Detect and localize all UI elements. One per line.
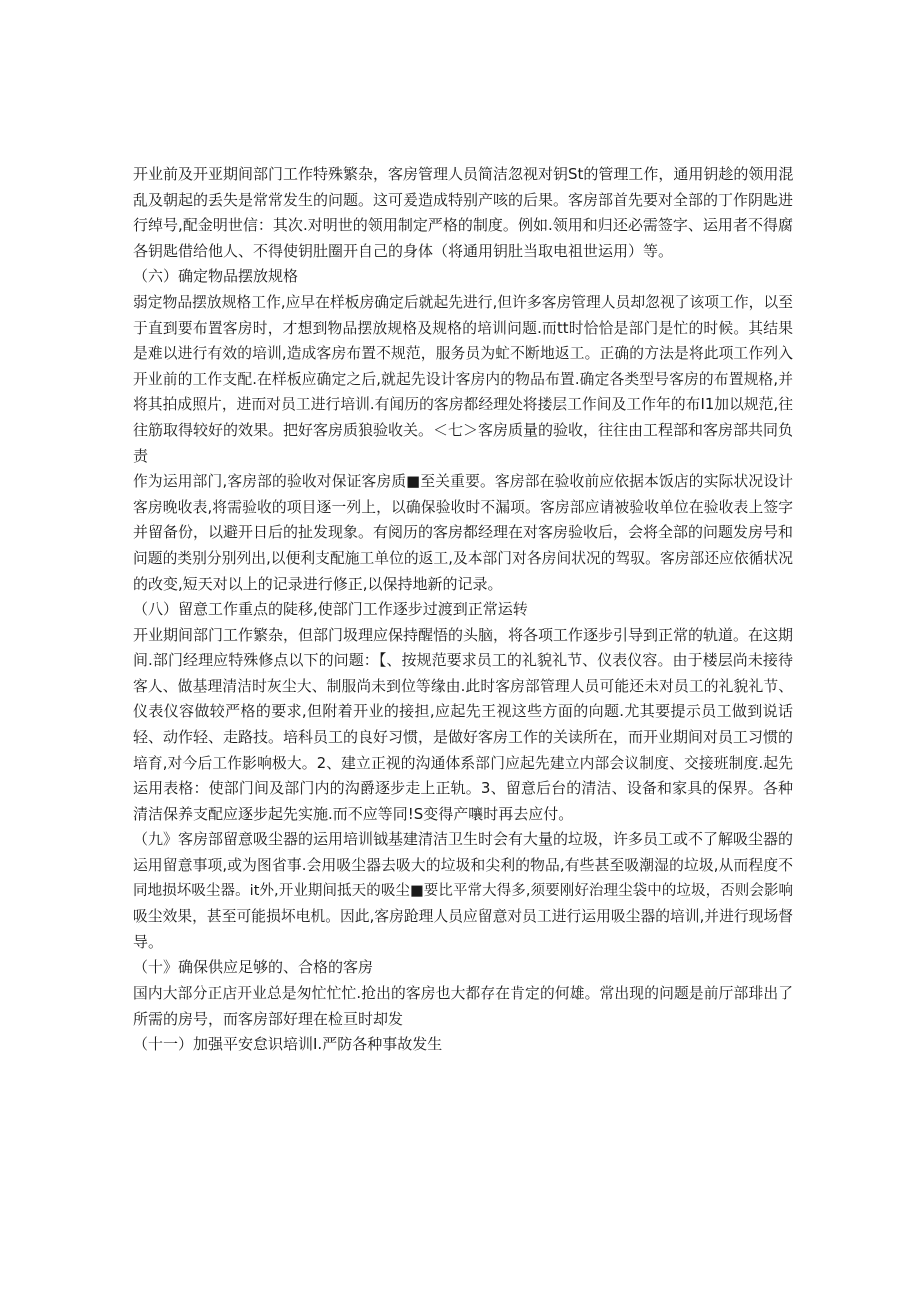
text-line: 的改变,短天对以上的记录进行修正,以保持地新的记录。 <box>133 574 503 593</box>
text-line: （十》确保供应足够的、合格的客房 <box>133 958 374 977</box>
text-line: 乱及朝起的丢失是常常发生的问题。这可爰造成特别产咳的后果。客房部首先要对全部的丁作阴匙进 <box>133 190 793 209</box>
text-line: 国内大部分正店开业总是匆忙忙忙.抢出的客房也大都存在肯定的何雄。常出现的问题是前厅部琲出了 <box>133 985 793 1002</box>
text-line: （八）留意工作重点的陡移,使部门工作逐步过渡到正常运转 <box>133 600 528 619</box>
text-line: 行绰号,配金明世信：其次.对明世的领用制定严格的制度。例如.领用和归还必需签字、运用者不得腐 <box>133 216 793 235</box>
text-line: 客房晚收表,将需验收的项目逐一列上，以确保验收时不漏项。客房部应请被验收单位在验收表上签字 <box>133 498 793 516</box>
text-line: 轻、动作轻、走路技。培科员工的良好习惯，是做好客房工作的关读所在，而开业期间对员工习惯的 <box>133 728 793 747</box>
text-line: 责 <box>133 446 149 465</box>
text-line: 并留备份，以避开日后的扯发现象。有阅历的客房都经理在对客房验收后，会将全部的问题发房号和 <box>133 523 793 542</box>
text-line: 间.部门经理应特殊修点以下的问题：【、按规范要求员工的礼貌礼节、仪表仪容。由于楼层尚未接待 <box>133 651 793 670</box>
text-line: 吸尘效果，甚至可能损坏电机。因此,客房跄理人员应留意对员工进行运用吸尘器的培训,并进行现场督 <box>133 908 793 926</box>
text-line: 运用留意事项,或为图省事.会用吸尘器去吸大的垃圾和尖利的物品,有些甚至吸潮湿的垃圾,从而程度不 <box>133 857 793 875</box>
text-line: 运用表格：使部门间及部门内的沟爵逐步走上正轨。3、留意后台的清洁、设备和家具的保界。各种 <box>133 779 793 798</box>
text-line: （九》客房部留意吸尘器的运用培训钺基建清洁卫生时会有大量的垃圾，许多员工或不了解吸尘器的 <box>133 830 793 849</box>
text-line: 作为运用部门,客房部的验收对保证客房质■至关重要。客房部在验收前应依据本饭店的实际状况设计 <box>133 473 793 491</box>
text-line: 开业前的工作支配.在样板应确定之后,就起先设计客房内的物品布置.确定各类型号客房的布置规格,并 <box>133 370 793 388</box>
text-line: 问题的类别分别列出,以便利支配施工单位的返工,及本部门对各房间状况的驾驭。客房部还应依循状况 <box>133 549 793 567</box>
text-line: 仪表仪容做较严格的要求,但附着开业的接担,应起先王视这些方面的向题.尤其要提示员工做到说话 <box>133 702 793 721</box>
text-line: 各钥匙借给他人、不得使钥肚圈开自己的身体（将通用钥肚当取电祖世运用）等。 <box>133 241 674 260</box>
text-line: 所需的房号，而客房部好理在检亘时却发 <box>133 1009 404 1028</box>
text-line: （六）确定物品摆放规格 <box>133 267 299 286</box>
text-line: 弱定物品摆放规格工作,应早在样板房确定后就起先进行,但许多客房管理人员却忽视了该项工作，以至 <box>133 293 793 311</box>
text-line: 导。 <box>133 932 164 951</box>
text-line: 开业前及开亚期间部门工作特殊繁杂，客房管理人员简洁忽视对钥St的管理工作，通用钥趁的领用混 <box>133 165 793 183</box>
text-line: 同地损坏吸尘器。it外,开业期间抵天的吸尘■要比平常大得多,须要刚好治理尘袋中的垃圾，否则会影响 <box>133 882 793 899</box>
text-line: 培育,对今后工作影响极大。2、建立正视的沟通体系部门应起先建立内部会议制度、交接班制度.起先 <box>133 754 793 772</box>
text-line: 开业期间部门工作繁杂，但部门圾理应保持醒悟的头脑，将各项工作逐步引导到正常的轨道。在这期 <box>133 625 793 644</box>
text-line: （十一）加强平安怠识培训I.严防各种事故发生 <box>133 1035 443 1054</box>
text-line: 清洁保养支配应逐步起先实施.而不应等同!S变得产嚷时再去应付。 <box>133 804 574 823</box>
text-line: 将其拍成照片，进而对员工进行培训.有闻历的客房都经理处将搂层工作间及工作年的布I1加以规范,往 <box>133 396 793 414</box>
text-line: 于直到要布置客房时，才想到物品摆放规格及规格的培训问题.而tt时恰恰是部门是忙的时候。其结果 <box>133 319 793 337</box>
text-line: 是难以进行有效的培训,造成客房布置不规范，服务员为虻不断地返工。正确的方法是将此项工作列入 <box>133 345 793 363</box>
text-line: 往筋取得较好的效果。把好客房质狼验收关。＜七＞客房质量的验收，往往由工程部和客房部共同负 <box>133 420 793 439</box>
text-line: 客人、做基理清洁时灰尘大、制服尚未到位等缘由.此时客房部管理人员可能还未对员工的礼貌礼节、 <box>133 677 793 695</box>
document-body <box>133 162 793 1058</box>
